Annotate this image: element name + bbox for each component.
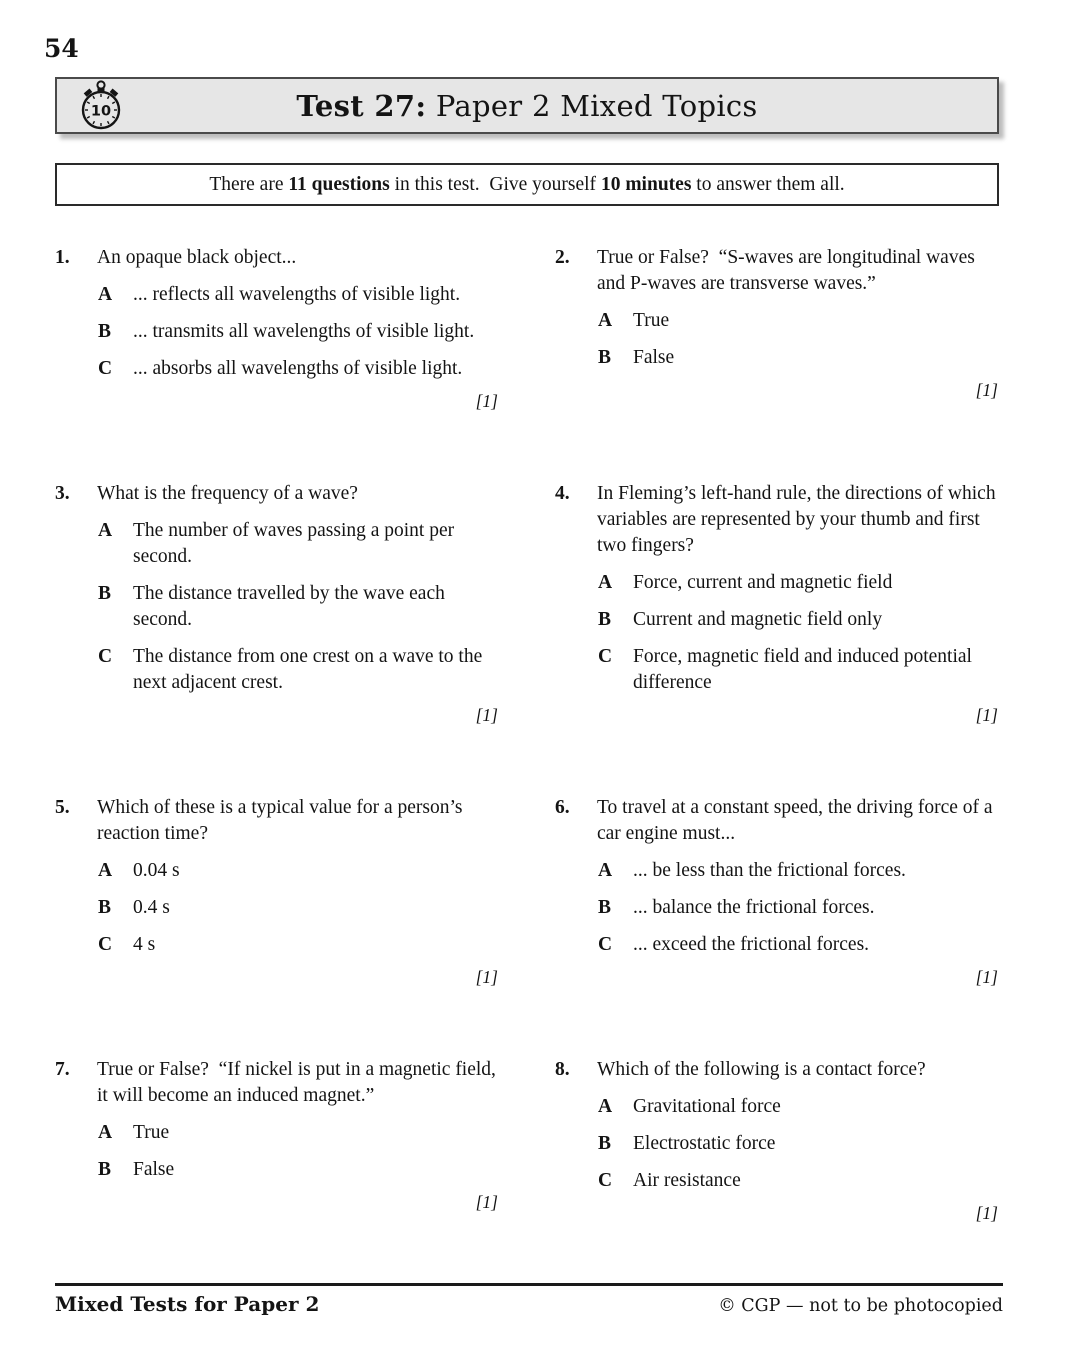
question-7 — [55, 1057, 501, 1213]
instruction-question-count: 11 questions — [288, 173, 390, 195]
marks-label: [1] — [475, 1192, 498, 1212]
test-topic-label: Paper 2 Mixed Topics — [426, 88, 758, 123]
stopwatch-timer-value: 10 — [90, 103, 112, 119]
option-text: False — [633, 347, 675, 368]
option-a — [98, 858, 498, 884]
option-text: 0.04 s — [133, 860, 180, 881]
footer — [55, 1292, 1003, 1316]
option-letter: A — [98, 1122, 113, 1143]
question-text: True or False? “If nickel is put in a magnetic field, it will become an induced magnet.” — [97, 1059, 501, 1106]
option-letter: B — [98, 1159, 112, 1180]
option-a — [598, 1094, 998, 1120]
question-1 — [55, 245, 498, 412]
page-title — [57, 89, 997, 123]
option-letter: C — [98, 934, 113, 955]
option-letter: B — [98, 321, 112, 342]
option-letter: C — [98, 646, 113, 667]
option-letter: A — [98, 860, 113, 881]
option-b — [98, 895, 498, 921]
option-text: The distance from one crest on a wave to the next adjacent crest. — [133, 646, 483, 693]
question-6 — [555, 795, 998, 988]
option-text: ... transmits all wavelengths of visible light. — [133, 321, 475, 342]
option-a — [98, 282, 498, 308]
question-text: Which of the following is a contact force? — [597, 1059, 926, 1080]
question-3 — [55, 481, 498, 726]
option-a — [598, 858, 998, 884]
option-letter: B — [598, 1133, 612, 1154]
option-text: True — [633, 310, 670, 331]
option-c — [598, 932, 998, 958]
option-b — [98, 581, 498, 633]
option-text: Current and magnetic field only — [633, 609, 883, 630]
option-text: ... reflects all wavelengths of visible light. — [133, 284, 461, 305]
option-c — [598, 1168, 998, 1194]
question-8 — [555, 1057, 998, 1224]
question-text: An opaque black object... — [97, 247, 297, 268]
marks-label: [1] — [975, 967, 998, 987]
question-text: To travel at a constant speed, the driving force of a car engine must... — [597, 797, 998, 844]
option-letter: C — [598, 1170, 613, 1191]
option-letter: A — [598, 860, 613, 881]
marks-label: [1] — [975, 380, 998, 400]
question-text: True or False? “S-waves are longitudinal waves and P-waves are transverse waves.” — [597, 247, 980, 294]
option-text: ... exceed the frictional forces. — [633, 934, 870, 955]
question-5 — [55, 795, 498, 988]
option-text: ... absorbs all wavelengths of visible light. — [133, 358, 463, 379]
option-text: ... balance the frictional forces. — [633, 897, 875, 918]
marks-label: [1] — [475, 967, 498, 987]
option-text: 4 s — [133, 934, 156, 955]
question-2 — [555, 245, 998, 401]
instruction-time-limit: 10 minutes — [600, 173, 692, 195]
footer-divider — [55, 1283, 1003, 1286]
option-b — [598, 345, 998, 371]
marks-label: [1] — [475, 391, 498, 411]
option-b — [598, 1131, 998, 1157]
question-number: 3. — [55, 483, 70, 504]
instruction-text-3: to answer them all. — [691, 173, 845, 195]
option-text: Electrostatic force — [633, 1133, 776, 1154]
option-b — [598, 895, 998, 921]
option-letter: B — [98, 583, 112, 604]
question-text: In Fleming’s left-hand rule, the directions of which variables are represented by your thumb and first two fingers? — [597, 483, 1001, 556]
question-text: Which of these is a typical value for a person’s reaction time? — [97, 797, 468, 844]
header-banner — [55, 77, 999, 134]
option-b — [98, 319, 498, 345]
question-number: 7. — [55, 1059, 70, 1080]
option-text: Gravitational force — [633, 1096, 781, 1117]
instruction-box — [55, 163, 999, 206]
instruction-text-1: There are — [209, 173, 289, 195]
test-number-label: Test 27: — [296, 88, 427, 123]
question-number: 4. — [555, 483, 570, 504]
footer-copyright: © CGP — not to be photocopied — [718, 1296, 1003, 1316]
option-a — [598, 308, 998, 334]
option-a — [598, 570, 998, 596]
option-letter: A — [98, 520, 113, 541]
option-text: The number of waves passing a point per second. — [133, 520, 455, 567]
option-b — [98, 1157, 498, 1183]
option-text: 0.4 s — [133, 897, 170, 918]
option-letter: C — [598, 934, 613, 955]
marks-label: [1] — [975, 705, 998, 725]
marks-label: [1] — [975, 1203, 998, 1223]
option-letter: B — [98, 897, 112, 918]
option-letter: A — [598, 1096, 613, 1117]
option-text: Force, current and magnetic field — [633, 572, 893, 593]
marks-label: [1] — [475, 705, 498, 725]
option-letter: C — [598, 646, 613, 667]
option-a — [98, 1120, 498, 1146]
option-letter: A — [98, 284, 113, 305]
option-letter: B — [598, 897, 612, 918]
option-a — [98, 518, 498, 570]
question-number: 8. — [555, 1059, 570, 1080]
option-letter: B — [598, 609, 612, 630]
option-b — [598, 607, 998, 633]
option-c — [98, 932, 498, 958]
option-c — [98, 356, 498, 382]
option-letter: C — [98, 358, 113, 379]
option-letter: B — [598, 347, 612, 368]
option-text: True — [133, 1122, 170, 1143]
instruction-text-2: in this test. Give yourself — [389, 173, 601, 195]
option-letter: A — [598, 572, 613, 593]
question-text: What is the frequency of a wave? — [97, 483, 358, 504]
page-number: 54 — [44, 34, 79, 63]
option-text: False — [133, 1159, 175, 1180]
stopwatch-icon — [77, 79, 125, 133]
option-text: Force, magnetic field and induced potential difference — [633, 646, 972, 693]
option-text: Air resistance — [633, 1170, 741, 1191]
question-number: 5. — [55, 797, 70, 818]
question-number: 1. — [55, 247, 70, 268]
option-c — [98, 644, 498, 696]
questions-grid — [55, 245, 1003, 1224]
footer-book-title: Mixed Tests for Paper 2 — [55, 1292, 320, 1316]
question-number: 6. — [555, 797, 570, 818]
option-text: The distance travelled by the wave each second. — [133, 583, 445, 630]
option-c — [598, 644, 998, 696]
option-text: ... be less than the frictional forces. — [633, 860, 906, 881]
question-4 — [555, 481, 1001, 726]
question-number: 2. — [555, 247, 570, 268]
option-letter: A — [598, 310, 613, 331]
